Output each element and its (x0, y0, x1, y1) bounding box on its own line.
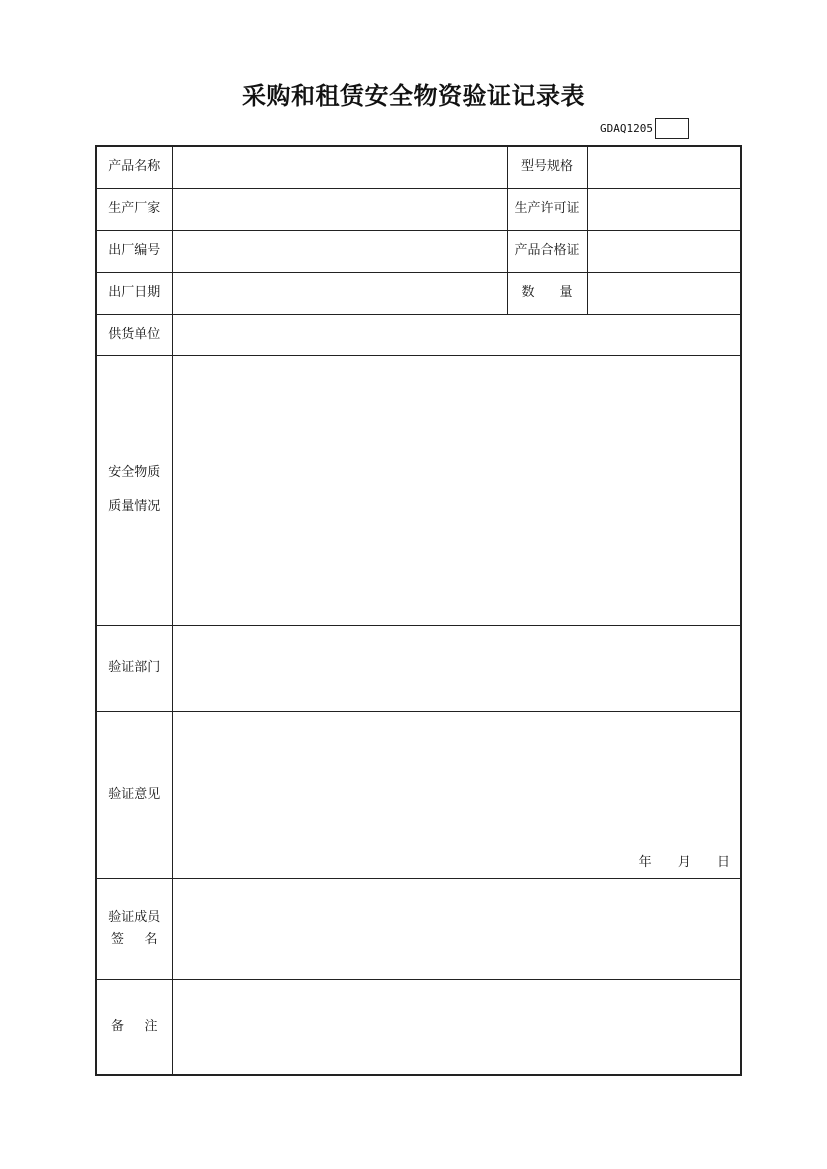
field-serial-no[interactable] (172, 230, 507, 272)
form-code: GDAQ1205 (600, 122, 653, 135)
field-production-license[interactable] (587, 188, 741, 230)
label-remark-a: 备 (111, 1018, 125, 1034)
date-year: 年 (638, 854, 652, 870)
label-sign-a: 签 (111, 931, 125, 947)
label-model-spec: 型号规格 (507, 146, 587, 188)
label-dept: 验证部门 (96, 625, 172, 711)
date-day: 日 (716, 854, 730, 870)
label-quality-b: 质量情况 (108, 499, 161, 514)
label-product-name: 产品名称 (96, 146, 172, 188)
label-sign-b: 名 (144, 931, 158, 947)
label-quantity (507, 272, 587, 314)
form-code-box[interactable] (655, 118, 689, 139)
label-quantity-a: 数 (521, 285, 535, 300)
label-members-a: 验证成员 (108, 909, 161, 925)
label-remark-b: 注 (144, 1018, 158, 1034)
label-quality (96, 355, 172, 625)
label-production-date: 出厂日期 (96, 272, 172, 314)
field-dept[interactable] (172, 625, 741, 711)
field-quality[interactable] (172, 355, 741, 625)
field-product-name[interactable] (172, 146, 507, 188)
field-model-spec[interactable] (587, 146, 741, 188)
verification-form (95, 145, 742, 1076)
label-opinion: 验证意见 (96, 711, 172, 878)
field-opinion[interactable] (172, 711, 741, 878)
label-quantity-b: 量 (559, 285, 573, 300)
label-production-license: 生产许可证 (507, 188, 587, 230)
page-title: 采购和租赁安全物资验证记录表 (242, 82, 585, 110)
field-production-date[interactable] (172, 272, 507, 314)
label-remark (96, 979, 172, 1075)
field-members[interactable] (172, 878, 741, 979)
label-supplier: 供货单位 (96, 314, 172, 355)
label-quality-a: 安全物质 (108, 465, 161, 480)
field-quantity[interactable] (587, 272, 741, 314)
form-code-area (600, 118, 689, 139)
opinion-date (617, 851, 730, 870)
label-members (96, 878, 172, 979)
field-supplier[interactable] (172, 314, 741, 355)
label-manufacturer: 生产厂家 (96, 188, 172, 230)
field-manufacturer[interactable] (172, 188, 507, 230)
label-serial-no: 出厂编号 (96, 230, 172, 272)
date-month: 月 (677, 854, 691, 870)
field-certificate[interactable] (587, 230, 741, 272)
label-certificate: 产品合格证 (507, 230, 587, 272)
field-remark[interactable] (172, 979, 741, 1075)
